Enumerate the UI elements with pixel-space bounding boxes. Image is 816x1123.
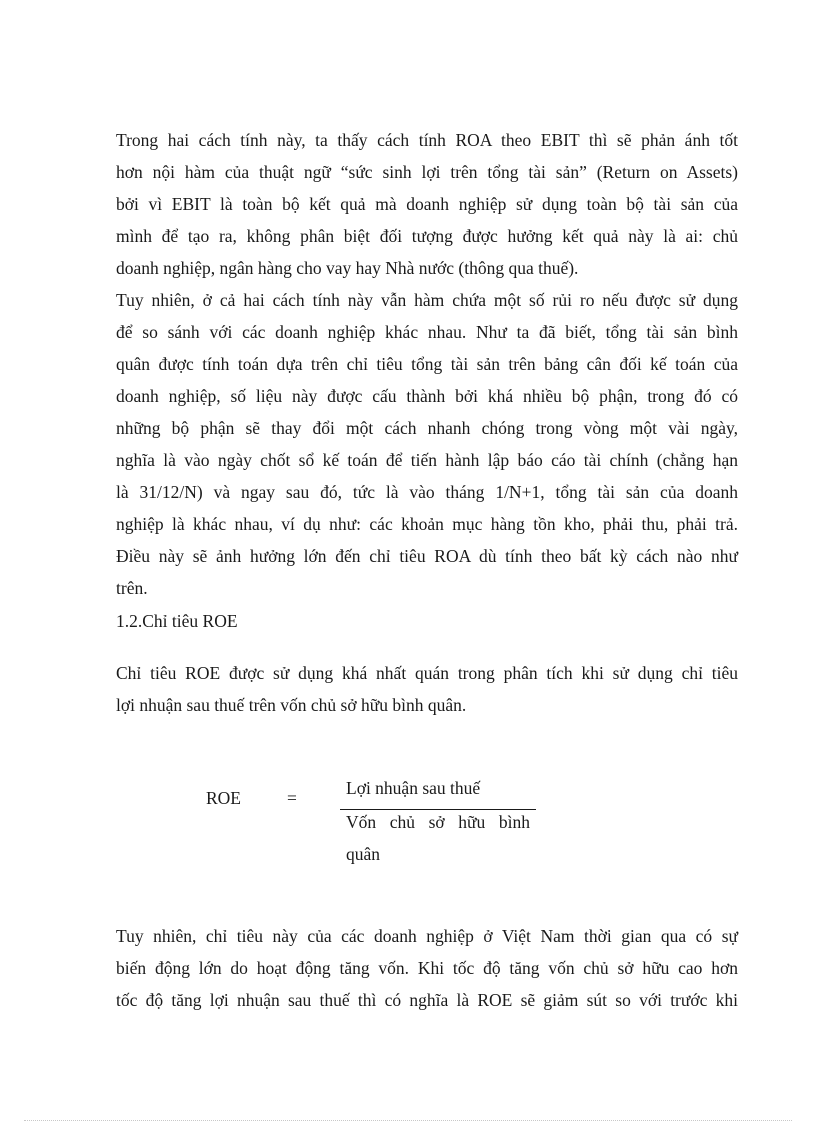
text-line: Điều này sẽ ảnh hưởng lớn đến chỉ tiêu ROA dù tính theo bất kỳ cách nào như	[116, 546, 738, 566]
text-line: doanh nghiệp, ngân hàng cho vay hay Nhà nước (thông qua thuế).	[116, 258, 579, 278]
paragraph-roa-ebit	[116, 124, 738, 284]
fraction-bar	[340, 809, 536, 810]
paragraph-roe-vietnam	[116, 920, 738, 1016]
formula-denominator	[346, 806, 530, 870]
text-line: là 31/12/N) và ngay sau đó, tức là vào tháng 1/N+1, tổng tài sản của doanh	[116, 482, 738, 502]
text-line: hơn nội hàm của thuật ngữ “sức sinh lợi trên tổng tài sản” (Return on Assets)	[116, 162, 738, 182]
text-line: để so sánh với các doanh nghiệp khác nhau. Như ta đã biết, tổng tài sản bình	[116, 322, 738, 342]
page-bottom-divider	[24, 1120, 792, 1121]
text-line: những bộ phận sẽ thay đổi một cách nhanh chóng trong vòng một vài ngày,	[116, 418, 738, 438]
paragraph-roa-risks	[116, 284, 738, 604]
text-line: mình để tạo ra, không phân biệt đối tượng được hưởng kết quả này là ai: chủ	[116, 226, 738, 246]
denominator-line: Vốn chủ sở hữu bình	[346, 812, 530, 832]
formula-lhs: ROE	[206, 788, 241, 808]
text-line: quân được tính toán dựa trên chỉ tiêu tổng tài sản trên bảng cân đối kế toán của	[116, 354, 738, 374]
denominator-line: quân	[346, 844, 381, 864]
text-line: Chỉ tiêu ROE được sử dụng khá nhất quán trong phân tích khi sử dụng chỉ tiêu	[116, 663, 738, 683]
paragraph-roe-intro	[116, 657, 738, 721]
text-line: lợi nhuận sau thuế trên vốn chủ sở hữu bình quân.	[116, 695, 467, 715]
section-heading: 1.2.Chỉ tiêu ROE	[116, 611, 238, 631]
text-line: bởi vì EBIT là toàn bộ kết quả mà doanh nghiệp sử dụng toàn bộ tài sản của	[116, 194, 738, 214]
text-line: doanh nghiệp, số liệu này được cấu thành bởi khá nhiều bộ phận, trong đó có	[116, 386, 738, 406]
text-line: Trong hai cách tính này, ta thấy cách tính ROA theo EBIT thì sẽ phản ánh tốt	[116, 130, 738, 150]
text-line: nghiệp là khác nhau, ví dụ như: các khoản mục hàng tồn kho, phải thu, phải trả.	[116, 514, 738, 534]
formula-numerator: Lợi nhuận sau thuế	[346, 778, 481, 798]
formula-equals: =	[287, 788, 297, 808]
text-line: Tuy nhiên, ở cả hai cách tính này vẫn hàm chứa một số rủi ro nếu được sử dụng	[116, 290, 738, 310]
text-line: Tuy nhiên, chỉ tiêu này của các doanh nghiệp ở Việt Nam thời gian qua có sự	[116, 926, 738, 946]
text-line: trên.	[116, 578, 148, 598]
text-line: nghĩa là vào ngày chốt sổ kế toán để tiến hành lập báo cáo tài chính (chẳng hạn	[116, 450, 738, 470]
text-line: tốc độ tăng lợi nhuận sau thuế thì có nghĩa là ROE sẽ giảm sút so với trước khi	[116, 990, 738, 1010]
text-line: biến động lớn do hoạt động tăng vốn. Khi tốc độ tăng vốn chủ sở hữu cao hơn	[116, 958, 738, 978]
